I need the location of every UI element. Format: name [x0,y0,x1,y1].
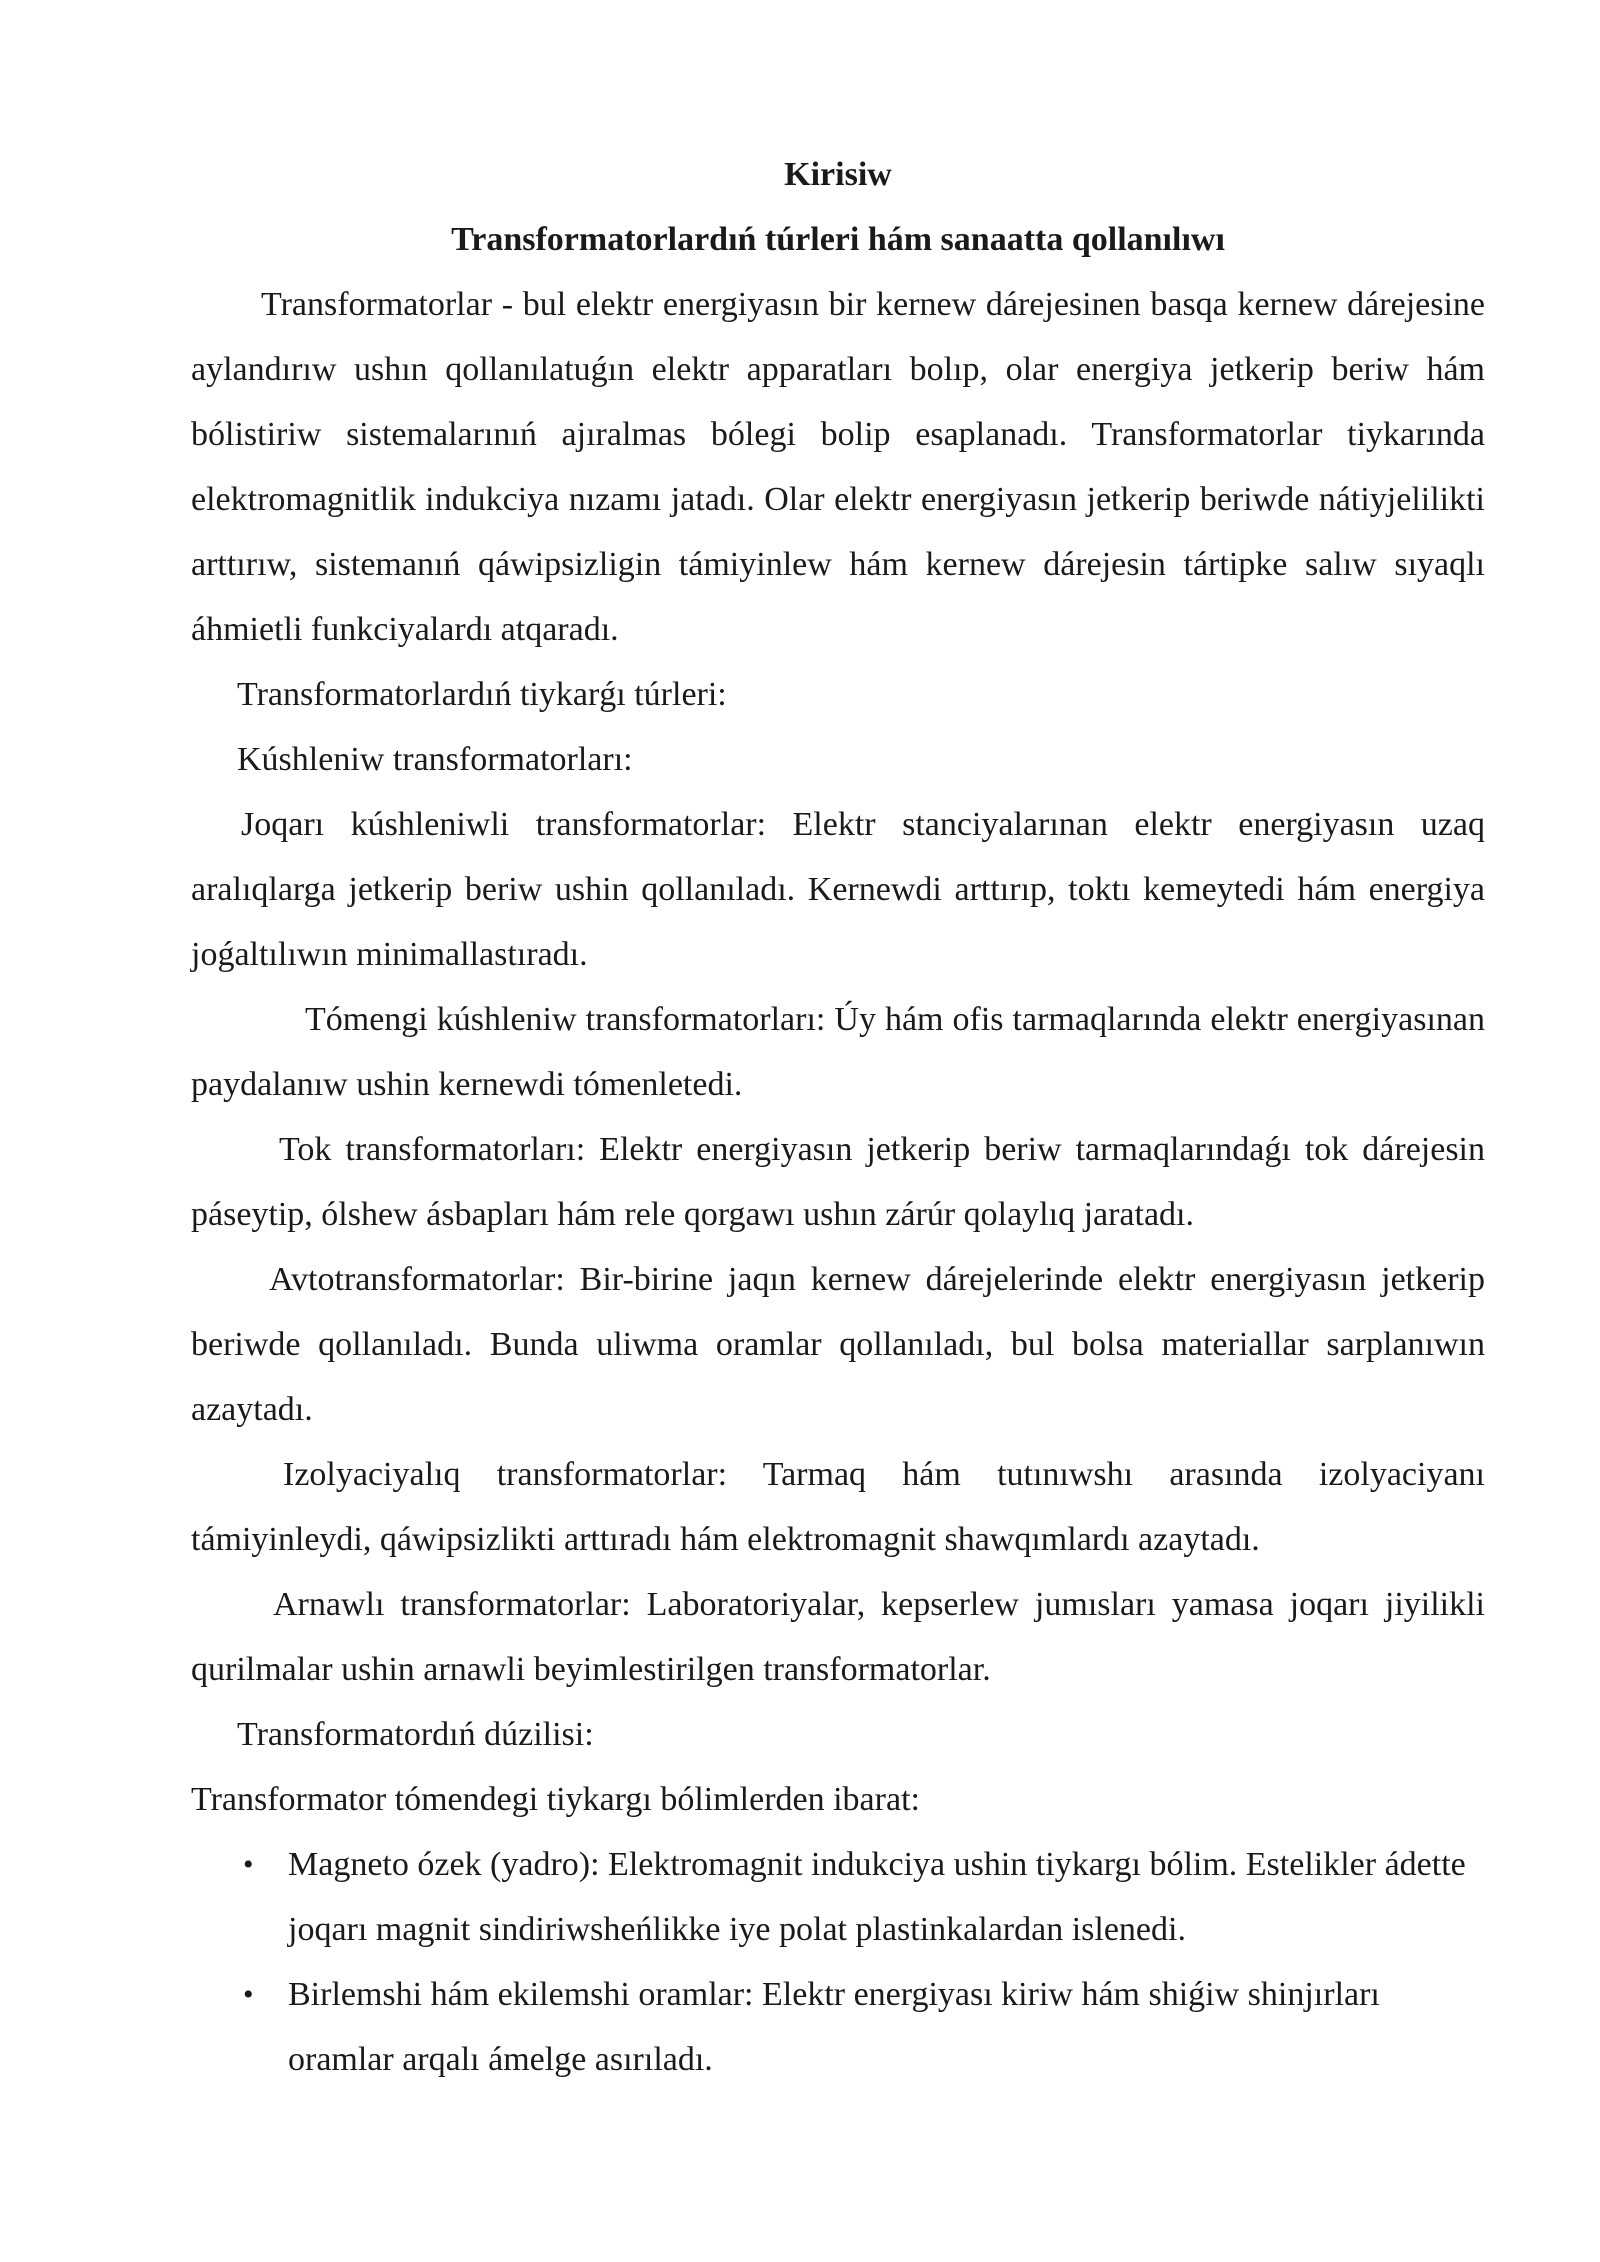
document-body [191,142,1485,2092]
heading: Kirisiw [784,156,892,193]
bullet-icon: • [243,1978,254,2011]
structure-intro: Transformator tómendegi tiykargı bólimlerden ibarat: [191,1781,920,1818]
types-heading: Transformatorlardıń tiykarǵı túrleri: [237,676,727,713]
high-voltage-paragraph: Joqarı kúshleniwli transformatorlar: Elektr stanciyalarınan elektr energiyasın uzaq aralıqlarga jetkerip beriw ushin qollanıladı. Kernewdi arttırıp, toktı kemeytedi hám energiya joǵaltılıwın minimallastıradı. [191,806,1485,973]
subheading: Transformatorlardıń túrleri hám sanaatta qollanılıwı [451,221,1225,258]
intro-paragraph: Transformatorlar - bul elektr energiyasın bir kernew dárejesinen basqa kernew dárejesine aylandırıw ushın qollanılatuǵın elektr apparatları bolıp, olar energiya jetkerip beriw hám bólistiriw sistemalarınıń ajıralmas bólegi bolip esaplanadı. Transformatorlar tiykarında elektromagnitlik indukciya nızamı jatadı. Olar elektr energiyasın jetkerip beriwde nátiyjelilikti arttırıw, sistemanıń qáwipsizligin támiyinlew hám kernew dárejesin tártipke salıw sıyaqlı áhmietli funkciyalardı atqaradı. [191,286,1485,648]
list-item-text: Birlemshi hám ekilemshi oramlar: Elektr energiyası kiriw hám shiǵiw shinjırları oramlar arqalı ámelge asırıladı. [288,1976,1380,2078]
low-voltage-paragraph: Tómengi kúshleniw transformatorları: Úy hám ofis tarmaqlarında elektr energiyasınan paydalanıw ushin kernewdi tómenletedi. [191,1001,1485,1103]
current-transformers-paragraph: Tok transformatorları: Elektr energiyasın jetkerip beriw tarmaqlarındaǵı tok dárejesin páseytip, ólshew ásbapları hám rele qorgawı ushın zárúr qolaylıq jaratadı. [191,1131,1485,1233]
list-item [191,1832,1493,1962]
bullet-icon: • [243,1848,254,1881]
structure-heading: Transformatordıń dúzilisi: [237,1716,594,1753]
list-item [191,1962,1493,2092]
voltage-transformers-heading: Kúshleniw transformatorları: [237,741,633,778]
isolation-transformers-paragraph: Izolyaciyalıq transformatorlar: Tarmaq hám tutınıwshı arasında izolyaciyanı támiyinleydi, qáwipsizlikti arttıradı hám elektromagnit shawqımlardı azaytadı. [191,1456,1485,1558]
list-item-text: Magneto ózek (yadro): Elektromagnit indukciya ushin tiykargı bólim. Estelikler ádette joqarı magnit sindiriwsheńlikke iye polat plastinkalardan islenedi. [288,1846,1466,1948]
special-transformers-paragraph: Arnawlı transformatorlar: Laboratoriyalar, kepserlew jumısları yamasa joqarı jiyilikli qurilmalar ushin arnawli beyimlestirilgen transformatorlar. [191,1586,1485,1688]
structure-list [191,1832,1493,2092]
autotransformers-paragraph: Avtotransformatorlar: Bir-birine jaqın kernew dárejelerinde elektr energiyasın jetkerip beriwde qollanıladı. Bunda uliwma oramlar qollanıladı, bul bolsa materiallar sarplanıwın azaytadı. [191,1261,1485,1428]
